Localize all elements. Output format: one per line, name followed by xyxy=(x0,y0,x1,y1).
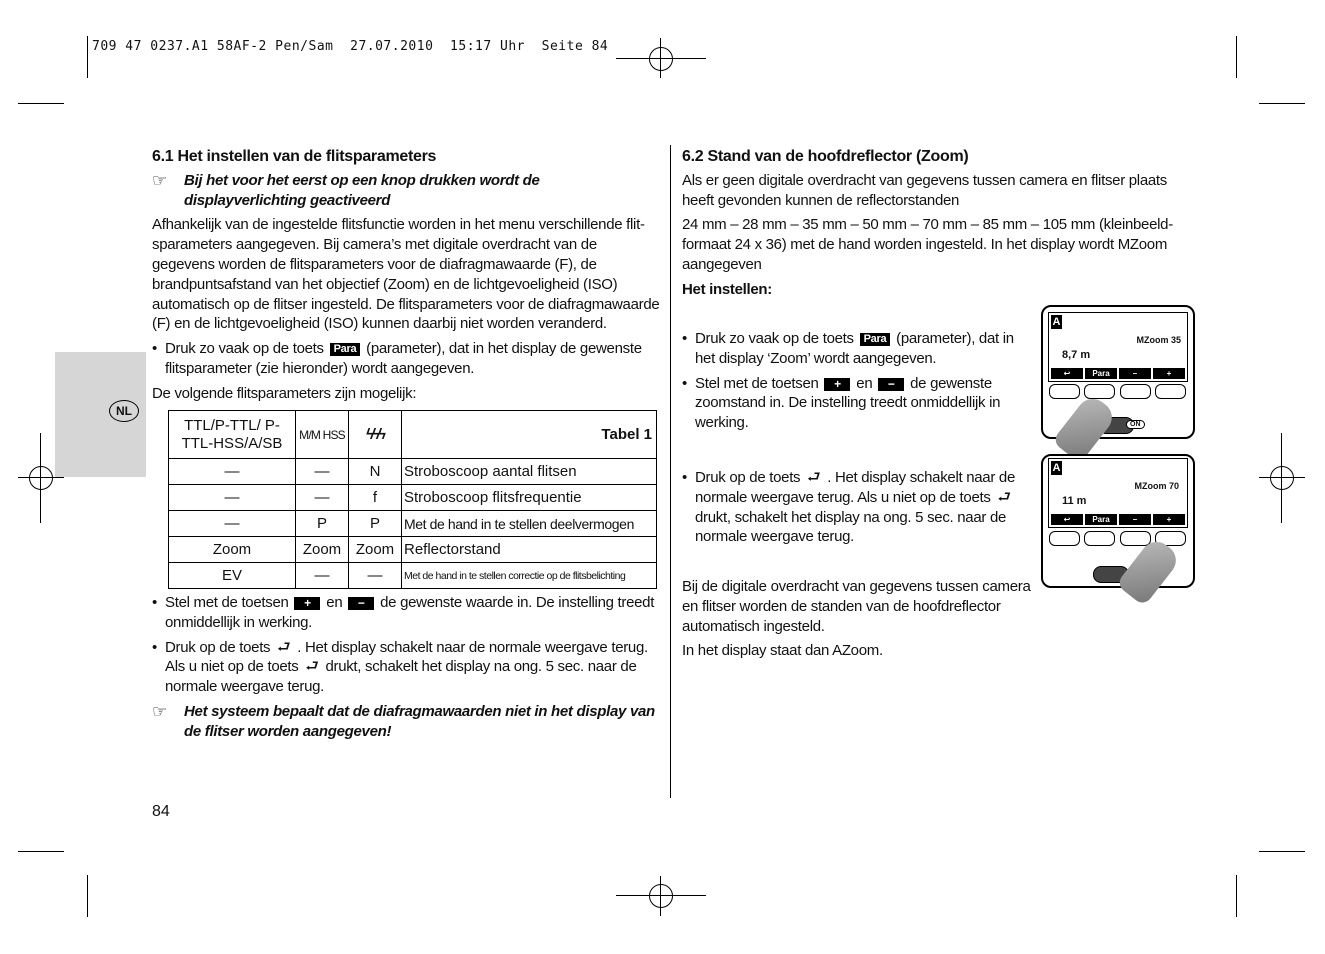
table-cell: EV xyxy=(169,563,296,589)
section-heading: 6.1 Het instellen van de flitsparameters xyxy=(152,148,437,165)
para-key-icon: Para xyxy=(330,343,361,356)
table-cell: f xyxy=(349,485,402,511)
table-cell: Reflectorstand xyxy=(402,537,657,563)
softkey-label: Para xyxy=(1085,368,1117,379)
list-item-text: Stel met de toetsen xyxy=(695,374,819,392)
zoom-readout: MZoom 35 xyxy=(1136,335,1181,345)
crop-mark xyxy=(1259,103,1305,104)
note xyxy=(152,702,662,742)
table-cell: N xyxy=(349,459,402,485)
section-heading: 6.2 Stand van de hoofdreflector (Zoom) xyxy=(682,148,969,165)
table-cell: — xyxy=(349,563,402,589)
language-badge: NL xyxy=(109,400,139,422)
subheading: Het instellen: xyxy=(682,280,772,298)
registration-line xyxy=(616,895,706,896)
print-header: 709 47 0237.A1 58AF-2 Pen/Sam 27.07.2010 15:17 Uhr Seite 84 xyxy=(92,39,609,54)
list-item xyxy=(152,638,662,697)
zoom-readout: MZoom 70 xyxy=(1134,481,1179,491)
parameter-table xyxy=(168,410,657,589)
table-cell: — xyxy=(296,459,349,485)
paragraph: Afhankelijk van de ingestelde flitsfunctie worden in het menu verschillende flitsparameters aangegeven. Bij camera’s met digitale overdracht van de gegevens worden de flitsparameters voor de diafragmawaarde (F), de brandpuntsafstand van het objectief (Zoom) en de lichtgevoeligheid (ISO) automatisch op de flitser ingesteld. De flitsparameters voor de diafragmawaarde (F) en de lichtgevoeligheid (ISO) kunnen daarbij niet worden veranderd. xyxy=(152,216,660,333)
table-header xyxy=(349,411,402,459)
list-item-text: Druk op de toets xyxy=(165,638,271,656)
softkey-label: – xyxy=(1119,514,1151,525)
return-arrow-icon: ⮐ xyxy=(997,488,1011,506)
bullet-icon: • xyxy=(682,374,687,392)
softkey-label: ↩ xyxy=(1051,514,1083,525)
bullet-icon: • xyxy=(152,340,157,358)
paragraph: In het display staat dan AZoom. xyxy=(682,642,883,660)
registration-line xyxy=(660,876,661,916)
crop-mark xyxy=(1259,851,1305,852)
left-column xyxy=(152,147,662,409)
pointing-hand-icon: ☞ xyxy=(152,701,167,721)
table-row xyxy=(169,485,657,511)
list-item-text: drukt, schakelt het display na ong. 5 sec. naar de normale weergave terug. xyxy=(695,508,1007,546)
softkey-bar xyxy=(1049,514,1187,525)
note-text: Het systeem bepaalt dat de diafragmawaarden niet in het display van de flitser worden aangegeven! xyxy=(184,702,655,740)
list-item-text: . Het display schakelt naar de normale weergave terug. Als u niet op de toets xyxy=(165,638,648,676)
return-arrow-icon: ⮐ xyxy=(807,469,821,486)
list-item-text: en xyxy=(326,594,343,611)
bullet-icon: • xyxy=(152,638,157,656)
plus-key-icon: + xyxy=(824,378,850,391)
table-cell: — xyxy=(296,563,349,589)
note xyxy=(152,171,662,211)
return-arrow-icon: ⮐ xyxy=(305,658,319,676)
crop-mark xyxy=(18,103,64,104)
para-button xyxy=(1084,531,1115,546)
flash-display-illustration xyxy=(1041,305,1195,439)
distance-readout: 8,7 m xyxy=(1062,349,1091,361)
crop-mark xyxy=(87,875,88,917)
table-cell: Zoom xyxy=(296,537,349,563)
paragraph: Als er geen digitale overdracht van gegevens tussen camera en flitser plaats heeft gevonden kunnen de reflectorstanden xyxy=(682,171,1167,209)
mode-indicator: A xyxy=(1052,316,1061,328)
bullet-icon: • xyxy=(682,469,687,486)
registration-line xyxy=(1281,433,1282,523)
stroboscope-icon: ϟϟϟ xyxy=(366,426,384,443)
table-cell: Zoom xyxy=(169,537,296,563)
table-cell: Stroboscoop flitsfrequentie xyxy=(402,485,657,511)
list-item xyxy=(152,593,662,633)
mode-indicator: A xyxy=(1052,462,1061,474)
softkey-label: ↩ xyxy=(1051,368,1083,379)
list-item-text: Druk zo vaak op de toets xyxy=(695,330,854,347)
bullet-icon: • xyxy=(152,594,157,611)
table-cell: — xyxy=(169,485,296,511)
crop-mark xyxy=(18,851,64,852)
list-item-text: Stel met de toetsen xyxy=(165,594,289,611)
table-row xyxy=(169,459,657,485)
softkey-label: + xyxy=(1153,368,1185,379)
right-footer xyxy=(682,577,1034,666)
flash-display-illustration xyxy=(1041,454,1195,588)
table-cell: Met de hand in te stellen deelvermogen xyxy=(402,511,657,537)
registration-mark xyxy=(1270,466,1294,490)
lcd-screen xyxy=(1048,458,1188,528)
distance-readout: 11 m xyxy=(1062,495,1087,507)
return-button xyxy=(1049,384,1080,399)
para-key-icon: Para xyxy=(860,333,891,346)
return-arrow-icon: ⮐ xyxy=(277,638,291,656)
crop-mark xyxy=(87,36,88,78)
registration-line xyxy=(18,477,64,478)
registration-line xyxy=(616,58,706,59)
table-cell: — xyxy=(169,459,296,485)
crop-mark xyxy=(1236,875,1237,917)
table-row xyxy=(169,537,657,563)
note-text: Bij het voor het eerst op een knop drukken wordt de displayverlichting geactiveerd xyxy=(184,171,540,209)
softkey-label: + xyxy=(1153,514,1185,525)
list-item-text: de gewenste zoomstand in. De instelling treedt onmiddellijk in werking. xyxy=(695,374,1001,432)
list-item-text: (parameter), dat in het display de gewenste flitsparameter (zie hieronder) wordt aangegeven. xyxy=(165,340,642,377)
paragraph: 24 mm – 28 mm – 35 mm – 50 mm – 70 mm – 85 mm – 105 mm (kleinbeeldformaat 24 x 36) met de hand worden ingesteld. In het display wordt MZoom aangegeven xyxy=(682,216,1174,273)
plus-button xyxy=(1155,384,1186,399)
right-steps xyxy=(682,329,1034,438)
bullet-icon: • xyxy=(682,330,687,347)
list-item xyxy=(152,339,662,379)
list-item xyxy=(682,374,1034,433)
table-cell: — xyxy=(169,511,296,537)
table-row xyxy=(169,511,657,537)
softkey-label: – xyxy=(1119,368,1151,379)
paragraph: Bij de digitale overdracht van gegevens tussen camera en flitser worden de standen van de hoofdreflector automatisch ingesteld. xyxy=(682,578,1031,635)
list-item-text: Druk op de toets xyxy=(695,469,801,486)
table-cell: Met de hand in te stellen correctie op de flitsbelichting xyxy=(402,563,657,589)
list-item-text: de gewenste waarde in. De instelling treedt onmiddellijk in werking. xyxy=(165,594,655,631)
table-cell: Zoom xyxy=(349,537,402,563)
softkey-bar xyxy=(1049,368,1187,379)
table-cell: Stroboscoop aantal flitsen xyxy=(402,459,657,485)
minus-key-icon: − xyxy=(348,597,374,610)
table-header: TTL/P-TTL/ P-TTL-HSS/A/SB xyxy=(169,411,296,459)
registration-line xyxy=(660,38,661,78)
list-item-text: drukt, schakelt het display na ong. 5 sec. naar de normale weergave terug. xyxy=(165,658,637,696)
right-steps-2 xyxy=(682,468,1034,552)
registration-mark xyxy=(29,466,53,490)
registration-mark xyxy=(649,47,673,71)
column-divider xyxy=(670,145,671,798)
table-cell: P xyxy=(349,511,402,537)
list-item-text: (parameter), dat in het display ‘Zoom’ wordt aangegeven. xyxy=(695,330,1014,367)
table-header: Tabel 1 xyxy=(402,411,657,459)
registration-mark xyxy=(649,884,673,908)
list-item-text: . Het display schakelt naar de normale weergave terug. Als u niet op de toets xyxy=(695,469,1015,506)
registration-line xyxy=(40,433,41,523)
left-column-lower xyxy=(152,593,662,747)
list-item-text: Druk zo vaak op de toets xyxy=(165,340,324,358)
list-item xyxy=(682,329,1034,369)
page-number: 84 xyxy=(152,803,170,820)
para-button xyxy=(1084,384,1115,399)
list-item xyxy=(682,468,1034,547)
power-on-label: ON xyxy=(1126,420,1145,429)
pointing-hand-icon: ☞ xyxy=(152,170,167,190)
list-item-text: en xyxy=(856,374,873,392)
softkey-label: Para xyxy=(1085,514,1117,525)
table-cell: P xyxy=(296,511,349,537)
minus-key-icon: − xyxy=(878,378,904,391)
lcd-screen xyxy=(1048,312,1188,382)
finger-icon xyxy=(1116,535,1183,606)
right-column xyxy=(682,147,1192,305)
plus-key-icon: + xyxy=(294,597,320,610)
table-row xyxy=(169,563,657,589)
return-button xyxy=(1049,531,1080,546)
crop-mark xyxy=(1236,36,1237,78)
registration-line xyxy=(1259,477,1305,478)
table-header: M/M HSS xyxy=(296,411,349,459)
minus-button xyxy=(1120,384,1151,399)
table-cell: — xyxy=(296,485,349,511)
paragraph: De volgende flitsparameters zijn mogelijk: xyxy=(152,384,417,402)
